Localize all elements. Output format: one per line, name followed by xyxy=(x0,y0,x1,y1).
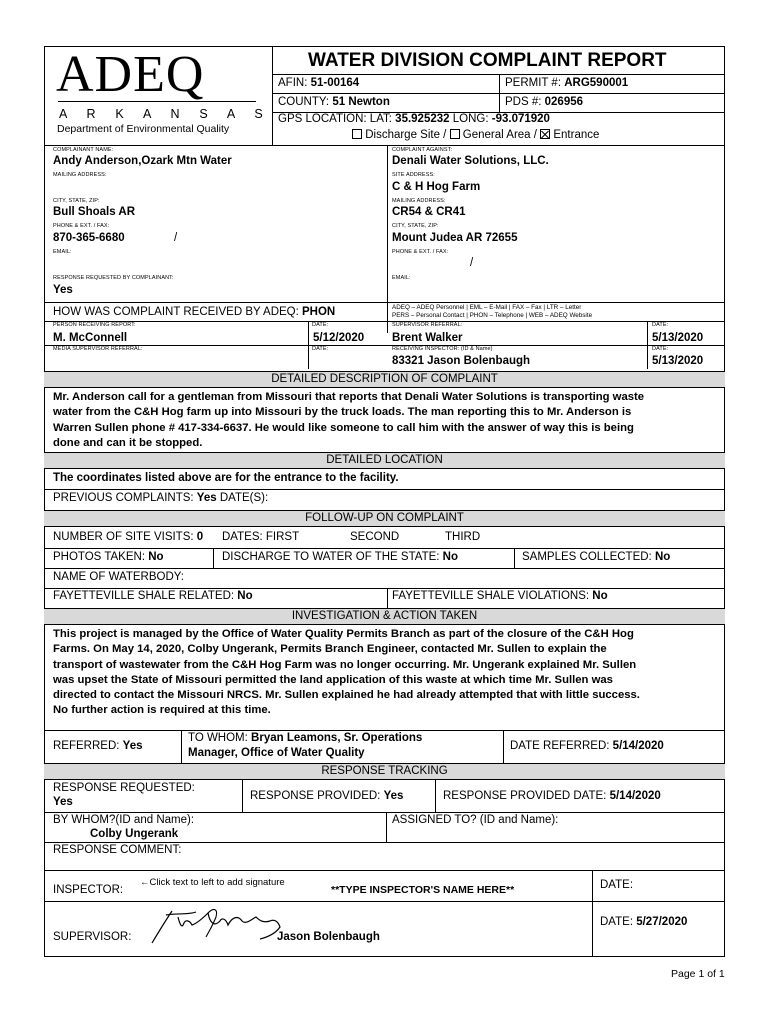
inspector-label: INSPECTOR: xyxy=(53,884,124,896)
logo-arkansas: A R K A N S A S xyxy=(59,107,271,121)
third-label: THIRD xyxy=(445,531,481,543)
site-visits-label: NUMBER OF SITE VISITS: xyxy=(53,531,194,543)
complainant-name[interactable]: Andy Anderson,Ozark Mtn Water xyxy=(53,155,232,167)
insp-date[interactable]: 5/13/2020 xyxy=(652,355,704,367)
site-address[interactable]: C & H Hog Farm xyxy=(392,181,481,193)
supervisor-referral[interactable]: Brent Walker xyxy=(392,332,463,344)
pds-label: PDS #: xyxy=(505,96,542,108)
resp-provided-label: RESPONSE PROVIDED: xyxy=(250,790,381,802)
photos-value[interactable]: No xyxy=(148,551,164,563)
date-referred-value[interactable]: 5/14/2020 xyxy=(612,740,664,752)
complainant-name-label: COMPLAINANT NAME: xyxy=(53,147,114,153)
assigned-label[interactable]: ASSIGNED TO? (ID and Name): xyxy=(392,814,559,826)
inspector-name-field[interactable]: **TYPE INSPECTOR'S NAME HERE** xyxy=(331,884,515,896)
permit-value: ARG590001 xyxy=(564,77,629,89)
general-area-checkbox[interactable] xyxy=(450,129,460,139)
method-legend-2: PERS – Personal Contact | PHON – Telephone | WEB – ADEQ Website xyxy=(392,312,593,319)
report-title: WATER DIVISION COMPLAINT REPORT xyxy=(308,50,667,71)
supervisor-label: SUPERVISOR: xyxy=(53,931,132,943)
supervisor-referral-label: SUPERVISOR REFERRAL: xyxy=(392,322,463,328)
date-received[interactable]: 5/12/2020 xyxy=(313,332,365,344)
response-requested-label: RESPONSE REQUESTED BY COMPLAINANT: xyxy=(53,275,174,281)
against-mailing[interactable]: CR54 & CR41 xyxy=(392,206,466,218)
second-label: SECOND xyxy=(350,531,400,543)
date-referred-label: DATE REFERRED: xyxy=(510,740,610,752)
shale-label: FAYETTEVILLE SHALE RELATED: xyxy=(53,590,235,602)
against-phone-label: PHONE & EXT. / FAX: xyxy=(392,249,449,255)
complainant-email-label: EMAIL: xyxy=(53,249,72,255)
waterbody-label[interactable]: NAME OF WATERBODY: xyxy=(53,571,184,583)
afin-label: AFIN: xyxy=(278,77,308,89)
to-whom-value-2[interactable]: Manager, Office of Water Quality xyxy=(188,747,365,759)
against-label: COMPLAINT AGAINST: xyxy=(392,147,453,153)
afin-value: 51-00164 xyxy=(310,77,360,89)
logo-rule xyxy=(58,101,256,102)
discharge-site-label: Discharge Site / xyxy=(365,129,447,141)
discharge-value[interactable]: No xyxy=(442,551,459,563)
person-receiving-label: PERSON RECEIVING REPORT: xyxy=(53,322,136,328)
complainant-phone-label: PHONE & EXT. / FAX: xyxy=(53,223,110,229)
supervisor-signature xyxy=(148,903,288,947)
prev-dates-label: DATE(S): xyxy=(219,492,269,504)
person-receiving[interactable]: M. McConnell xyxy=(53,332,128,344)
by-whom-value[interactable]: Colby Ungerank xyxy=(90,828,179,840)
resp-provided-date-label: RESPONSE PROVIDED DATE: xyxy=(443,790,607,802)
sup-date-label: DATE: xyxy=(652,322,669,328)
insp-date-label: DATE: xyxy=(652,346,669,352)
referred-value[interactable]: Yes xyxy=(122,740,143,752)
prev-complaints-value[interactable]: Yes xyxy=(196,492,217,504)
department-name: Department of Environmental Quality xyxy=(57,123,230,135)
referred-label: REFERRED: xyxy=(53,740,120,752)
investigation-text[interactable]: This project is managed by the Office of Water Quality Permits Branch as part of the closure of the C&H Hog Farms. On May 14, 2020, Colby Ungerank, Permits Branch Engineer, contacted Mr. Sullen to explain the transport of wastewater from the C&H Hog Farm was no longer occurring. Mr. Ungerank explained Mr. Sullen was upset the State of Missouri permitted the land application of this waste at which time Mr. Sullen was directed to contact the Missouri NRCS. Mr. Sullen explained he had already attempted that with little success. No further action is required at this time. xyxy=(53,628,640,717)
resp-requested-value[interactable]: Yes xyxy=(53,796,73,808)
by-whom-label: BY WHOM?(ID and Name): xyxy=(53,814,195,826)
site-visits-value[interactable]: 0 xyxy=(196,531,204,543)
media-date-label: DATE: xyxy=(312,346,329,352)
against-mailing-label: MAILING ADDRESS: xyxy=(392,198,446,204)
media-referral-label: MEDIA SUPERVISOR REFERRAL: xyxy=(53,346,143,352)
receiving-inspector[interactable]: 83321 Jason Bolenbaugh xyxy=(392,355,531,367)
method-legend-1: ADEQ – ADEQ Personnel | EML – E-Mail | FAX – Fax | LTR – Letter xyxy=(392,304,582,311)
against-email-label: EMAIL: xyxy=(392,275,411,281)
to-whom-value-1[interactable]: Bryan Leamons, Sr. Operations xyxy=(251,732,423,744)
county-label: COUNTY: xyxy=(278,96,330,108)
prev-complaints-label: PREVIOUS COMPLAINTS: xyxy=(53,492,194,504)
description-header: DETAILED DESCRIPTION OF COMPLAINT xyxy=(44,371,725,388)
entrance-checkbox[interactable] xyxy=(540,129,550,139)
entrance-label: Entrance xyxy=(553,129,600,141)
complainant-city-label: CITY, STATE, ZIP: xyxy=(53,198,100,204)
date-received-label: DATE: xyxy=(312,322,329,328)
adeq-logo: ADEQ xyxy=(56,46,205,103)
complainant-city[interactable]: Bull Shoals AR xyxy=(53,206,135,218)
arrow-left-icon: ← xyxy=(140,877,150,888)
discharge-label: DISCHARGE TO WATER OF THE STATE: xyxy=(222,551,440,563)
shale-value[interactable]: No xyxy=(237,590,253,602)
permit-label: PERMIT #: xyxy=(505,77,562,89)
description-text[interactable]: Mr. Anderson call for a gentleman from Missouri that reports that Denali Water Solutions is transporting waste water from the C&H Hog farm up into Missouri by the truck loads. The man reporting this to Mr. Anderson is Warren Sullen phone # 417-334-6637. He would like someone to call him with the answer of way this is being done and can it be stopped. xyxy=(53,391,645,449)
against-city-label: CITY, STATE, ZIP: xyxy=(392,223,439,229)
signature-hint[interactable]: ←Click text to left to add signature xyxy=(140,877,285,888)
sup-date[interactable]: 5/13/2020 xyxy=(652,332,704,344)
photos-label: PHOTOS TAKEN: xyxy=(53,551,146,563)
how-received-label: HOW WAS COMPLAINT RECEIVED BY ADEQ: xyxy=(53,306,299,318)
against-phone-sep: / xyxy=(470,257,474,269)
complainant-phone-sep: / xyxy=(174,232,178,244)
response-header: RESPONSE TRACKING xyxy=(44,763,725,780)
location-text[interactable]: The coordinates listed above are for the entrance to the facility. xyxy=(53,472,399,484)
lat-value: 35.925232 xyxy=(395,113,450,125)
long-value: -93.071920 xyxy=(491,113,550,125)
page-number: Page 1 of 1 xyxy=(671,968,725,980)
pds-value: 026956 xyxy=(544,96,584,108)
investigation-header: INVESTIGATION & ACTION TAKEN xyxy=(44,608,725,625)
dates-first-label: DATES: FIRST xyxy=(222,531,300,543)
samples-value[interactable]: No xyxy=(654,551,671,563)
site-address-label: SITE ADDRESS: xyxy=(392,172,435,178)
to-whom-label: TO WHOM: xyxy=(188,732,248,744)
receiving-inspector-label: RECEIVING INSPECTOR: (ID & Name) xyxy=(392,346,493,352)
county-value: 51 Newton xyxy=(332,96,390,108)
resp-provided-date[interactable]: 5/14/2020 xyxy=(609,790,661,802)
followup-header: FOLLOW-UP ON COMPLAINT xyxy=(44,510,725,527)
general-area-label: General Area / xyxy=(462,129,537,141)
how-received-value[interactable]: PHON xyxy=(302,306,336,318)
violations-value[interactable]: No xyxy=(592,590,608,602)
complainant-phone[interactable]: 870-365-6680 xyxy=(53,232,125,244)
against-city[interactable]: Mount Judea AR 72655 xyxy=(392,232,518,244)
supervisor-date-label: DATE: xyxy=(600,916,634,928)
response-comment-label[interactable]: RESPONSE COMMENT: xyxy=(53,844,182,856)
supervisor-date[interactable]: 5/27/2020 xyxy=(636,916,688,928)
resp-requested-label: RESPONSE REQUESTED: xyxy=(53,782,195,794)
response-requested-value[interactable]: Yes xyxy=(53,284,73,296)
long-label: LONG: xyxy=(452,113,489,125)
complainant-mailing-label: MAILING ADDRESS: xyxy=(53,172,107,178)
gps-label: GPS LOCATION: LAT: xyxy=(278,113,392,125)
discharge-site-checkbox[interactable] xyxy=(352,129,362,139)
supervisor-name[interactable]: Jason Bolenbaugh xyxy=(277,931,380,943)
samples-label: SAMPLES COLLECTED: xyxy=(522,551,652,563)
resp-provided-value[interactable]: Yes xyxy=(383,790,404,802)
against-name[interactable]: Denali Water Solutions, LLC. xyxy=(392,155,549,167)
location-header: DETAILED LOCATION xyxy=(44,452,725,469)
violations-label: FAYETTEVILLE SHALE VIOLATIONS: xyxy=(392,590,590,602)
inspector-date-label[interactable]: DATE: xyxy=(600,879,634,891)
